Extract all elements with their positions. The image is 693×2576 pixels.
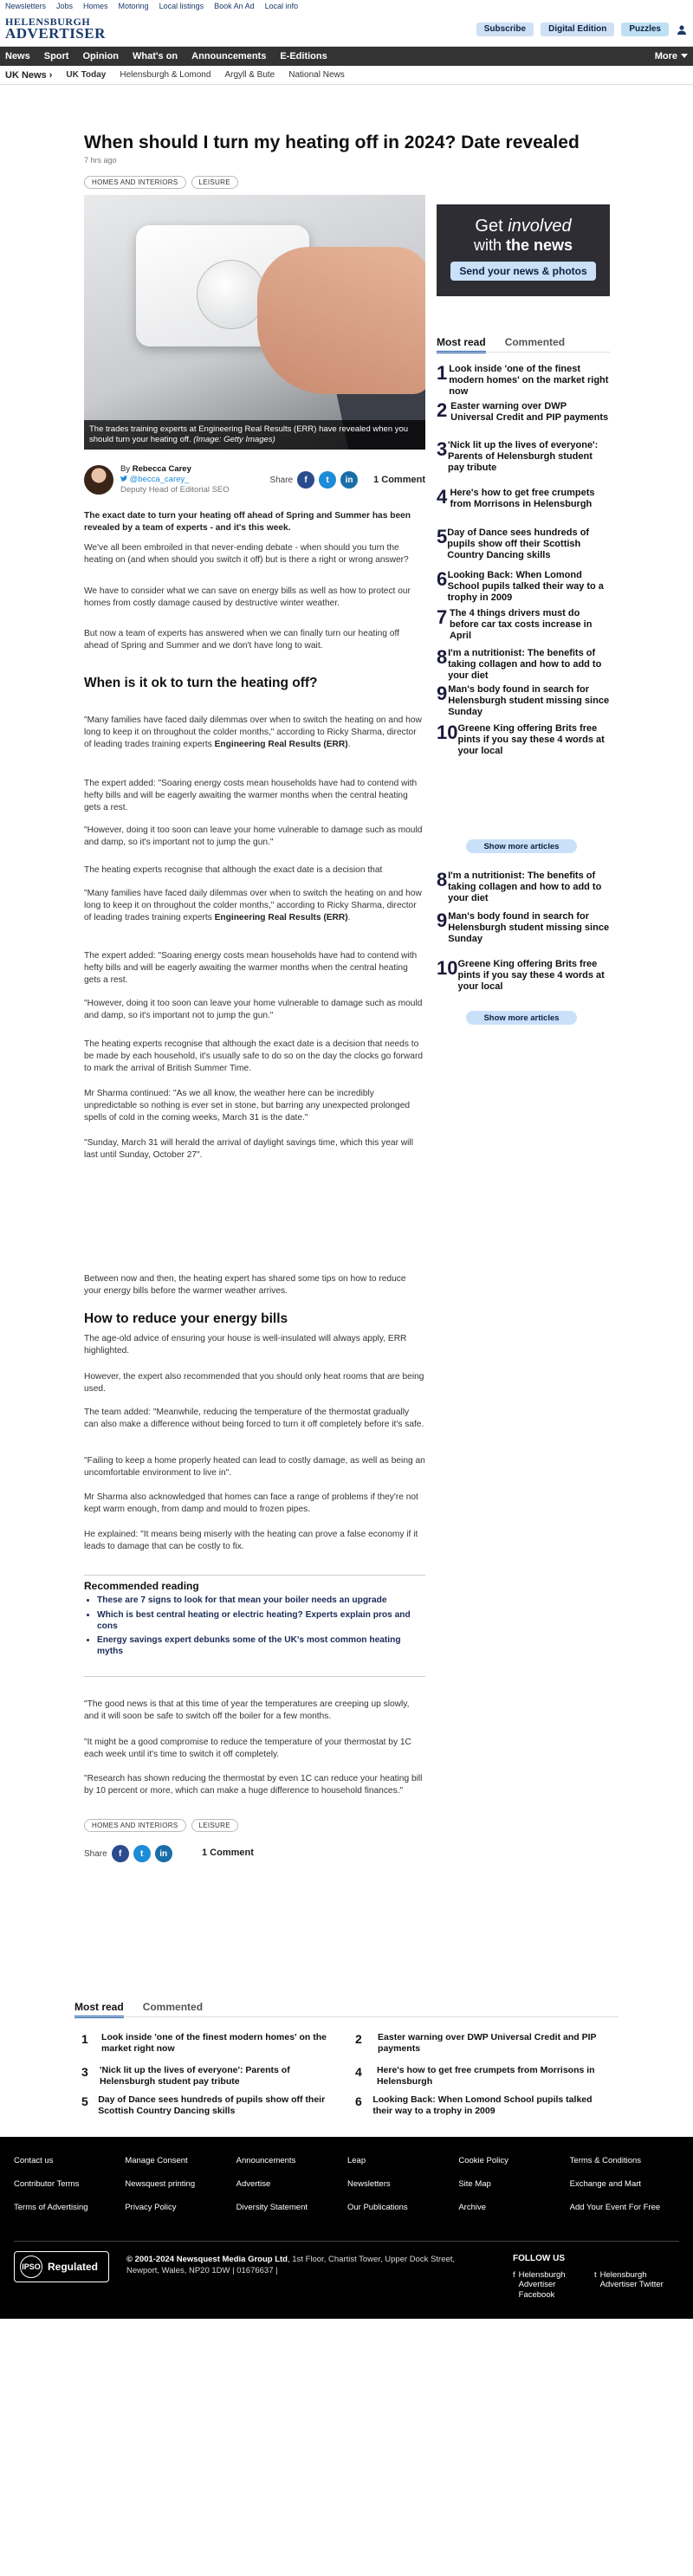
share-label: Share: [84, 1848, 107, 1859]
footer-facebook-link[interactable]: f Helensburgh Advertiser Facebook: [513, 2270, 566, 2300]
section-heading: When is it ok to turn the heating off?: [84, 676, 318, 690]
nav-item[interactable]: Sport: [43, 51, 69, 61]
subscribe-button[interactable]: Subscribe: [476, 23, 534, 36]
footer-link[interactable]: Announcements: [236, 2156, 296, 2165]
footer-link[interactable]: Terms & Conditions: [569, 2156, 642, 2165]
err-link[interactable]: Engineering Real Results (ERR): [214, 912, 348, 922]
user-account-icon[interactable]: [676, 23, 688, 36]
article-paragraph: Mr Sharma continued: "As we all know, the weather here can be incredibly unpredictable so nothing is ever set in stone, but barring any unexpected prolonged spells of cold in the coming weeks, March 31 is the date.": [84, 1089, 411, 1123]
article-rank: 5: [437, 526, 448, 547]
legal-text: © 2001-2024 Newsquest Media Group Ltd, 1st Floor, Chartist Tower, Upper Dock Street, Newport, Wales, NP20 1DW | 01676637 |: [126, 2255, 456, 2275]
bottom-article-item[interactable]: [81, 2094, 333, 2117]
twitter-share-icon[interactable]: t: [319, 471, 336, 489]
tab-most-read[interactable]: Most read: [437, 336, 486, 353]
footer-link[interactable]: Diversity Statement: [236, 2203, 308, 2212]
digital-edition-button[interactable]: Digital Edition: [541, 23, 614, 36]
sidebar-article-item[interactable]: [437, 871, 610, 905]
article-rank: 10: [437, 957, 458, 979]
footer-link[interactable]: Advertise: [236, 2179, 271, 2189]
footer-link[interactable]: Terms of Advertising: [14, 2203, 88, 2212]
nav-item[interactable]: E-Editions: [280, 51, 327, 61]
article-paragraph: However, the expert also recommended that you should only heat rooms that are being used.: [84, 1372, 424, 1394]
subnav-item[interactable]: National News: [288, 70, 345, 80]
sidebar-article-item[interactable]: [437, 401, 610, 424]
article-tags-bottom: [84, 1819, 238, 1832]
sidebar-article-item[interactable]: [437, 364, 610, 398]
nav-item[interactable]: News: [5, 51, 30, 61]
article-quote: "Many families have faced daily dilemmas over when to switch the heating on and how long to keep it on throughout the colder months," according to Ricky Sharma, director of leading trades training experts Engineering Real Results (ERR).: [84, 889, 422, 922]
article-title[interactable]: Greene King offering Brits free pints if you say these 4 words at your local: [457, 723, 605, 757]
recommended-link[interactable]: • Which is best central heating or electric heating? Experts explain pros and cons: [97, 1610, 426, 1633]
article-title[interactable]: Look inside 'one of the finest modern homes' on the market right now: [101, 2032, 327, 2055]
facebook-share-icon[interactable]: f: [112, 1845, 129, 1862]
subnav-item[interactable]: Argyll & Bute: [224, 70, 275, 80]
tag-leisure[interactable]: LEISURE: [191, 1819, 238, 1832]
footer-link[interactable]: Privacy Policy: [125, 2203, 177, 2212]
article-paragraph: We have to consider what we can save on energy bills as well as how to protect our homes from costly damage caused by destructive winter weather.: [84, 586, 411, 608]
bottom-article-item[interactable]: [355, 2032, 606, 2055]
article-title[interactable]: Here's how to get free crumpets from Morrisons in Helensburgh: [376, 2065, 595, 2087]
article-rank: 4: [355, 2065, 362, 2079]
footer-link[interactable]: Contact us: [14, 2156, 54, 2165]
site-logo[interactable]: [5, 17, 106, 42]
article-paragraph: The team added: "Meanwhile, reducing the temperature of the thermostat gradually can also make a difference without being forced to turn it off completely before it's safe.: [84, 1408, 424, 1429]
tag-homes-and-interiors[interactable]: HOMES AND INTERIORS: [84, 1819, 186, 1832]
footer-link[interactable]: Contributor Terms: [14, 2179, 80, 2189]
footer-link[interactable]: Manage Consent: [125, 2156, 188, 2165]
article-paragraph: The age-old advice of ensuring your house is well-insulated will always apply, ERR highlighted.: [84, 1334, 407, 1356]
comments-count-link[interactable]: 1 Comment: [202, 1848, 254, 1858]
main-nav-items: [5, 51, 327, 61]
nav-item[interactable]: Opinion: [82, 51, 120, 61]
err-link[interactable]: Engineering Real Results (ERR): [214, 739, 348, 749]
send-news-photos-button[interactable]: Send your news & photos: [450, 262, 596, 281]
recommended-reading-title: Recommended reading: [84, 1580, 199, 1592]
twitter-icon: t: [594, 2270, 597, 2280]
article-rank: 9: [437, 683, 448, 704]
footer-link[interactable]: Leap: [346, 2156, 366, 2165]
brand-actions: [476, 23, 688, 36]
hand-illustration: [257, 247, 425, 394]
article-rank: 7: [437, 606, 448, 628]
footer-links: [14, 2156, 681, 2212]
article-rank: 2: [355, 2032, 362, 2046]
sidebar-article-item[interactable]: [437, 911, 610, 946]
tab-commented[interactable]: Commented: [142, 2001, 204, 2013]
footer-link[interactable]: Cookie Policy: [458, 2156, 508, 2165]
brand-bar: [0, 12, 693, 47]
share-label: Share: [269, 475, 294, 485]
article-rank: 5: [81, 2094, 88, 2108]
image-caption: [84, 420, 425, 450]
bottom-tabs: [74, 2001, 203, 2018]
article-title[interactable]: Man's body found in search for Helensburgh student missing since Sunday: [448, 684, 610, 718]
tag-homes-and-interiors[interactable]: HOMES AND INTERIORS: [84, 176, 186, 189]
published-time: 7 hrs ago: [84, 156, 117, 165]
sub-navigation: [0, 66, 693, 85]
article-rank: 3: [81, 2065, 88, 2079]
subnav-item[interactable]: Helensburgh & Lomond: [120, 70, 211, 80]
article-rank: 8: [437, 646, 448, 668]
article-rank: 9: [437, 909, 448, 931]
article-title[interactable]: Easter warning over DWP Universal Credit and PIP payments: [450, 401, 609, 424]
sidebar-article-item[interactable]: [437, 608, 610, 643]
footer-link[interactable]: Add Your Event For Free: [569, 2203, 661, 2212]
top-link[interactable]: Local info: [264, 2, 299, 10]
author-info: [120, 464, 269, 495]
regulated-label: Regulated: [48, 2261, 99, 2273]
main-navigation: [0, 47, 693, 66]
nav-item[interactable]: Announcements: [191, 51, 267, 61]
article-rank: 1: [437, 362, 448, 384]
comments-count-link[interactable]: 1 Comment: [373, 475, 425, 485]
ipso-logo: IPSO: [20, 2256, 42, 2278]
linkedin-share-icon[interactable]: in: [340, 471, 358, 489]
footer-link[interactable]: Newsquest printing: [125, 2179, 196, 2189]
divider: [74, 2016, 619, 2017]
article-intro: The exact date to turn your heating off ahead of Spring and Summer has been revealed by a team of experts - and it's this week.: [84, 511, 411, 533]
bottom-article-item[interactable]: [355, 2065, 606, 2087]
article-title[interactable]: The 4 things drivers must do before car tax costs increase in April: [449, 608, 593, 642]
article-paragraph: "Failing to keep a home properly heated can lead to costly damage, as well as being an uncomfortable environment to live in".: [84, 1456, 425, 1478]
top-link[interactable]: Homes: [83, 2, 108, 10]
article-paragraph: The expert added: "Soaring energy costs mean households have had to contend with hefty bills and will be eagerly awaiting the warmer months when the central heating gets a rest.: [84, 779, 418, 812]
hero-image: [84, 195, 425, 450]
facebook-share-icon[interactable]: f: [297, 471, 314, 489]
top-link[interactable]: Motoring: [118, 2, 149, 10]
article-title[interactable]: Day of Dance sees hundreds of pupils show off their Scottish Country Dancing skills: [98, 2094, 326, 2117]
article-paragraph: "However, doing it too soon can leave your home vulnerable to damage such as mould and damp, so it's important not to jump the gun.": [84, 825, 423, 847]
author-by: By: [120, 464, 131, 475]
footer-link[interactable]: Newsletters: [346, 2179, 391, 2189]
article-rank: 8: [437, 869, 448, 890]
article-paragraph: He explained: "It means being miserly with the heating can prove a false economy if it leads to damage that can be costly to fix.: [84, 1530, 418, 1551]
article-title[interactable]: Looking Back: When Lomond School pupils talked their way to a trophy in 2009: [372, 2094, 593, 2117]
article-paragraph: "Research has shown reducing the thermostat by even 1C can reduce your heating bill by 10 percent or more, which can make a huge difference to household finances.": [84, 1774, 423, 1796]
bottom-article-item[interactable]: [355, 2094, 606, 2117]
article-title[interactable]: Day of Dance sees hundreds of pupils show off their Scottish Country Dancing skills: [447, 527, 590, 561]
show-more-articles-button[interactable]: Show more articles: [466, 1011, 577, 1025]
article-rank: 2: [437, 399, 448, 421]
recommended-link[interactable]: • Energy savings expert debunks some of the UK's most common heating myths: [97, 1635, 426, 1658]
top-link[interactable]: Jobs: [56, 2, 74, 10]
footer-divider: [14, 2241, 679, 2242]
nav-item[interactable]: What's on: [133, 51, 178, 61]
show-more-articles-button[interactable]: Show more articles: [466, 839, 577, 853]
sidebar-article-item[interactable]: [437, 488, 610, 510]
article-rank: 4: [437, 486, 448, 508]
site-footer: [0, 2137, 693, 2319]
sidebar-article-item[interactable]: [437, 527, 610, 562]
footer-link[interactable]: Archive: [458, 2203, 487, 2212]
share-bar-top: [269, 471, 358, 489]
top-link[interactable]: Newsletters: [5, 2, 47, 10]
article-title[interactable]: I'm a nutritionist: The benefits of taking collagen and how to add to your diet: [448, 648, 602, 682]
subnav-item[interactable]: UK Today: [66, 70, 107, 80]
sidebar-article-item[interactable]: [437, 570, 610, 605]
article-rank: 10: [437, 722, 458, 743]
divider: [84, 1575, 425, 1576]
article-title[interactable]: 'Nick lit up the lives of everyone': Parents of Helensburgh student pay tribute: [100, 2065, 290, 2087]
author-twitter-handle[interactable]: @becca_carey_: [120, 475, 269, 485]
recommended-link[interactable]: • These are 7 signs to look for that mean your boiler needs an upgrade: [97, 1595, 426, 1607]
sidebar-article-item[interactable]: [437, 684, 610, 719]
sidebar-article-item[interactable]: [437, 959, 610, 994]
footer-twitter-link[interactable]: t Helensburgh Advertiser Twitter: [594, 2270, 664, 2290]
article-title[interactable]: Man's body found in search for Helensburgh student missing since Sunday: [448, 911, 610, 945]
article-paragraph: Between now and then, the heating expert has shared some tips on how to reduce your energy bills before the warmer weather arrives.: [84, 1274, 406, 1296]
divider: [84, 1676, 425, 1677]
article-rank: 6: [355, 2094, 362, 2108]
author-role: Deputy Head of Editorial SEO: [120, 484, 230, 495]
section-heading: How to reduce your energy bills: [84, 1311, 288, 1326]
bottom-article-item[interactable]: [81, 2032, 333, 2055]
article-paragraph: The heating experts recognise that although the exact date is a decision that needs to be made by each household, it's usually safe to do so on the day the clocks go forward to mark the arrival of British Summer Time.: [84, 1039, 424, 1073]
puzzles-button[interactable]: Puzzles: [621, 23, 669, 36]
article-paragraph: The expert added: "Soaring energy costs mean households have had to contend with hefty bills and will be eagerly awaiting the warmer months when the central heating gets a rest.: [84, 951, 418, 985]
logo-line2: ADVERTISER: [5, 25, 106, 42]
top-link[interactable]: Book An Ad: [214, 2, 255, 10]
logo-line1: HELENSBURGH: [5, 15, 91, 28]
article-paragraph: "However, doing it too soon can leave your home vulnerable to damage such as mould and damp, so it's important not to jump the gun.": [84, 999, 423, 1020]
chevron-down-icon: [681, 54, 688, 59]
promo-line2: with the news: [473, 236, 573, 254]
top-links-bar: [0, 0, 693, 12]
article-paragraph: But now a team of experts has answered when we can finally turn our heating off ahead of Spring and Summer and we don't have long to wait.: [84, 629, 399, 650]
caption-credit: (Image: Getty Images): [193, 435, 275, 445]
tab-most-read[interactable]: Most read: [74, 2001, 124, 2018]
facebook-icon: f: [513, 2270, 515, 2280]
article-rank: 1: [81, 2032, 88, 2046]
article-title[interactable]: Here's how to get free crumpets from Morrisons in Helensburgh: [450, 488, 595, 510]
author-name[interactable]: Rebecca Carey: [132, 464, 191, 475]
article-paragraph: The heating experts recognise that although the exact date is a decision that: [84, 865, 383, 875]
article-paragraph: "It might be a good compromise to reduce the temperature of your thermostat by 1C each week until it's time to switch it off completely.: [84, 1738, 411, 1759]
top-link[interactable]: Local listings: [159, 2, 204, 10]
article-paragraph: "The good news is that at this time of year the temperatures are creeping up slowly, and it will soon be safe to switch off the boiler for a few months.: [84, 1699, 410, 1721]
sidebar-tabs: [437, 336, 565, 353]
recommended-reading-list: [97, 1595, 426, 1661]
article-quote: "Many families have faced daily dilemmas over when to switch the heating on and how long to keep it on throughout the colder months," according to Ricky Sharma, director of leading trades training experts Engineering Real Results (ERR).: [84, 715, 422, 749]
article-title[interactable]: Looking Back: When Lomond School pupils talked their way to a trophy in 2009: [447, 570, 604, 604]
subnav-section-title[interactable]: UK News ›: [5, 69, 53, 81]
promo-line1: Get involved: [475, 217, 572, 236]
follow-us-title: FOLLOW US: [513, 2254, 565, 2263]
linkedin-share-icon[interactable]: in: [155, 1845, 172, 1862]
more-menu-button[interactable]: [655, 51, 688, 61]
promo-box: [437, 204, 610, 296]
article-title[interactable]: Greene King offering Brits free pints if you say these 4 words at your local: [457, 959, 605, 993]
bottom-article-item[interactable]: [81, 2065, 333, 2087]
article-title[interactable]: 'Nick lit up the lives of everyone': Parents of Helensburgh student pay tribute: [448, 440, 599, 474]
twitter-share-icon[interactable]: t: [133, 1845, 151, 1862]
article-paragraph: "Sunday, March 31 will herald the arrival of daylight savings time, which this year will last until Sunday, October 27".: [84, 1138, 413, 1160]
article-tags-top: [84, 176, 238, 189]
more-label: More: [654, 51, 677, 61]
article-title[interactable]: Easter warning over DWP Universal Credit and PIP payments: [378, 2032, 597, 2055]
divider: [437, 352, 610, 353]
sidebar-article-item[interactable]: [437, 440, 610, 475]
article-rank: 3: [437, 438, 448, 460]
author-avatar[interactable]: [84, 465, 113, 495]
author-byline: [84, 461, 425, 499]
ipso-regulated-badge[interactable]: [14, 2251, 109, 2282]
footer-link[interactable]: Our Publications: [346, 2203, 408, 2212]
article-paragraph: Mr Sharma also acknowledged that homes can face a range of problems if they're not kept warm enough, from damp and mould to frozen pipes.: [84, 1492, 418, 1514]
article-paragraph: We've all been embroiled in that never-ending debate - when should you turn the heating on (and when should you switch it off) but is there a right or wrong answer?: [84, 543, 409, 565]
subnav-items: [66, 70, 344, 80]
share-bar-bottom: [84, 1845, 172, 1862]
tab-commented[interactable]: Commented: [504, 336, 566, 348]
caption-text: The trades training experts at Engineering Real Results (ERR) have revealed when you should turn your heating off.: [89, 424, 409, 445]
footer-link[interactable]: Site Map: [458, 2179, 491, 2189]
article-title[interactable]: I'm a nutritionist: The benefits of taking collagen and how to add to your diet: [448, 871, 602, 904]
tag-leisure[interactable]: LEISURE: [191, 176, 238, 189]
sidebar-article-item[interactable]: [437, 723, 610, 758]
article-headline: When should I turn my heating off in 2024? Date revealed: [84, 133, 580, 152]
article-rank: 6: [437, 568, 448, 590]
article-title[interactable]: Look inside 'one of the finest modern homes' on the market right now: [449, 364, 609, 398]
twitter-icon: [120, 476, 127, 482]
footer-link[interactable]: Exchange and Mart: [569, 2179, 642, 2189]
sidebar-article-item[interactable]: [437, 648, 610, 683]
